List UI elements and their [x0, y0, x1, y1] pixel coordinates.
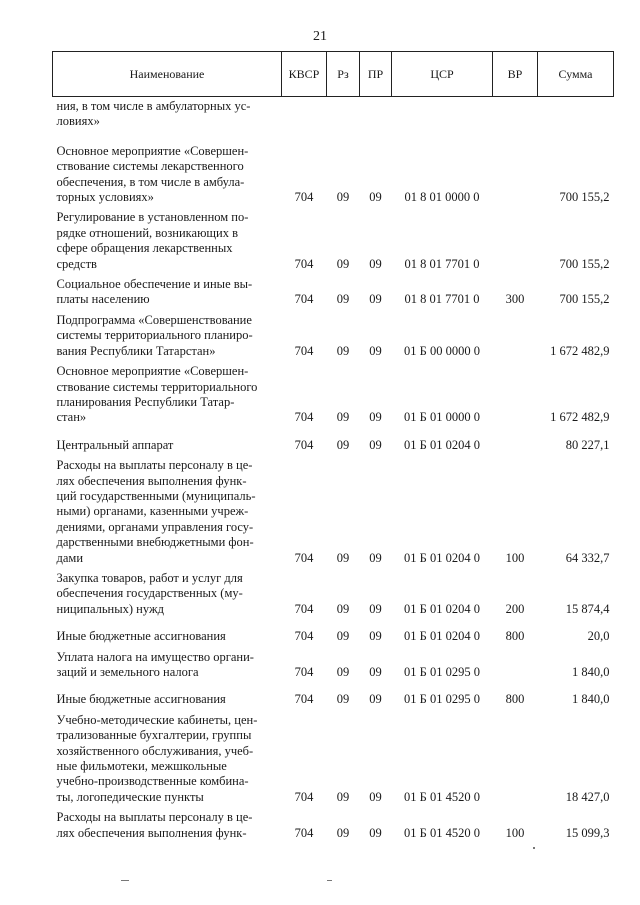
cell-sum: 700 155,2	[559, 190, 610, 205]
header-vr: ВР	[493, 52, 538, 97]
scan-dot	[533, 847, 535, 849]
cell-csr: 01 Б 01 0000 0	[404, 410, 480, 425]
row-name-line: рядке отношений, возникающих в	[56, 225, 239, 240]
table-row	[53, 645, 614, 681]
table-header-row	[53, 52, 614, 97]
row-name	[53, 205, 282, 272]
table-row	[53, 566, 614, 617]
cell-csr: 01 Б 01 4520 0	[404, 825, 480, 840]
row-name-line: ными) органами, казенными учреж-	[56, 504, 249, 519]
cell-sum: 700 155,2	[559, 256, 610, 271]
row-name-line: Основное мероприятие «Совершен-	[56, 143, 249, 158]
row-name-line: ниципальных) нужд	[56, 601, 164, 616]
cell-csr: 01 8 01 7701 0	[404, 292, 480, 307]
scan-dash	[121, 880, 129, 881]
cell-rz: 09	[336, 825, 350, 840]
table-row	[53, 453, 614, 566]
cell-pr: 09	[369, 550, 382, 565]
row-name	[53, 617, 282, 644]
cell-kvsr: 704	[294, 692, 314, 707]
row-name	[53, 97, 282, 130]
cell-kvsr	[282, 97, 327, 130]
row-name	[53, 453, 282, 566]
cell-pr: 09	[369, 410, 382, 425]
cell-vr	[493, 708, 538, 805]
row-name-line: дарственными внебюджетными фон-	[56, 535, 254, 550]
cell-pr: 09	[369, 665, 382, 679]
cell-sum: 18 427,0	[565, 789, 610, 804]
header-csr: ЦСР	[392, 52, 493, 97]
row-name-line: обеспечения государственных (му-	[56, 586, 243, 601]
header-pr: ПР	[360, 52, 392, 97]
cell-vr	[493, 130, 538, 206]
page-number: 21	[313, 29, 327, 44]
row-name-line: Иные бюджетные ассигнования	[56, 629, 226, 644]
cell-csr: 01 8 01 0000 0	[404, 190, 480, 205]
cell-pr: 09	[369, 629, 382, 644]
table-row	[53, 426, 614, 453]
cell-pr: 09	[369, 789, 382, 804]
cell-pr: 09	[369, 292, 382, 307]
row-name-line: ния, в том числе в амбулаторных ус-	[56, 99, 251, 113]
table-row	[53, 805, 614, 841]
cell-vr: 800	[505, 692, 525, 707]
cell-sum: 1 840,0	[572, 692, 610, 707]
cell-vr: 800	[505, 629, 525, 644]
row-name	[53, 130, 282, 206]
cell-sum: 15 099,3	[565, 825, 610, 840]
cell-sum: 1 840,0	[572, 665, 610, 679]
cell-sum: 1 672 482,9	[550, 343, 610, 358]
row-name-line: ствование системы лекарственного	[56, 159, 244, 174]
cell-rz: 09	[336, 629, 350, 644]
header-name: Наименование	[53, 52, 282, 97]
row-name-line: системы территориального планиро-	[56, 328, 253, 343]
row-name	[53, 272, 282, 308]
row-name-line: ловиях»	[56, 114, 100, 129]
cell-csr: 01 Б 01 0204 0	[404, 550, 480, 565]
cell-pr	[360, 97, 392, 130]
header-rz: Рз	[327, 52, 360, 97]
cell-kvsr: 704	[294, 629, 314, 644]
cell-sum: 64 332,7	[565, 550, 610, 565]
cell-pr: 09	[369, 256, 382, 271]
row-name	[53, 805, 282, 841]
row-name-line: Иные бюджетные ассигнования	[56, 692, 226, 707]
cell-pr: 09	[369, 437, 382, 452]
cell-rz: 09	[336, 601, 350, 616]
row-name-line: Регулирование в установленном по-	[56, 210, 249, 225]
cell-rz	[327, 97, 360, 130]
row-name-line: ты, логопедические пункты	[56, 789, 204, 804]
table-row	[53, 205, 614, 272]
row-name-line: Расходы на выплаты персоналу в це-	[56, 458, 253, 473]
cell-rz: 09	[336, 292, 350, 307]
cell-vr: 100	[505, 550, 525, 565]
cell-pr: 09	[369, 825, 382, 840]
table-row	[53, 359, 614, 426]
cell-csr	[392, 97, 493, 130]
row-name-line: сфере обращения лекарственных	[56, 241, 233, 256]
row-name-line: ные фильмотеки, межшкольные	[56, 759, 227, 774]
row-name-line: ций государственными (муниципаль-	[56, 488, 256, 503]
cell-vr	[493, 308, 538, 359]
cell-kvsr: 704	[294, 437, 314, 452]
row-name-line: Закупка товаров, работ и услуг для	[56, 570, 243, 585]
cell-kvsr: 704	[294, 410, 314, 425]
cell-csr: 01 Б 01 0204 0	[404, 629, 480, 644]
row-name-line: вания Республики Татарстан»	[56, 343, 216, 358]
row-name-line: лях обеспечения выполнения функ-	[56, 825, 247, 840]
cell-kvsr: 704	[294, 343, 314, 358]
row-name-line: Подпрограмма «Совершенствование	[56, 312, 252, 327]
cell-kvsr: 704	[294, 256, 314, 271]
cell-pr: 09	[369, 692, 382, 707]
row-name-line: Социальное обеспечение и иные вы-	[56, 277, 253, 292]
cell-kvsr: 704	[294, 292, 314, 307]
cell-vr	[493, 426, 538, 453]
row-name-line: дами	[56, 550, 84, 565]
row-name	[53, 680, 282, 707]
cell-sum: 1 672 482,9	[550, 410, 610, 425]
cell-sum: 15 874,4	[565, 601, 610, 616]
cell-sum: 20,0	[587, 629, 610, 644]
row-name	[53, 708, 282, 805]
row-name-line: лях обеспечения выполнения функ-	[56, 473, 247, 488]
cell-vr	[493, 359, 538, 426]
cell-csr: 01 Б 01 0204 0	[404, 601, 480, 616]
cell-sum	[538, 97, 614, 130]
table-row	[53, 97, 614, 130]
table-row	[53, 680, 614, 707]
row-name-line: дениями, органами управления госу-	[56, 519, 254, 534]
cell-rz: 09	[336, 410, 350, 425]
table-row	[53, 130, 614, 206]
cell-vr: 200	[505, 601, 525, 616]
cell-kvsr: 704	[294, 789, 314, 804]
cell-pr: 09	[369, 190, 382, 205]
cell-kvsr: 704	[294, 601, 314, 616]
cell-kvsr: 704	[294, 550, 314, 565]
row-name-line: Центральный аппарат	[56, 437, 174, 452]
table-row	[53, 617, 614, 644]
header-kvsr: КВСР	[282, 52, 327, 97]
cell-csr: 01 Б 00 0000 0	[404, 343, 480, 358]
table-row	[53, 272, 614, 308]
scan-dash	[327, 880, 332, 881]
cell-kvsr: 704	[294, 665, 314, 679]
row-name-line: планирования Республики Татар-	[56, 394, 235, 409]
cell-csr: 01 Б 01 4520 0	[404, 789, 480, 804]
cell-pr: 09	[369, 343, 382, 358]
cell-rz: 09	[336, 665, 350, 679]
row-name-line: Расходы на выплаты персоналу в це-	[56, 810, 253, 825]
row-name-line: Уплата налога на имущество органи-	[56, 649, 254, 664]
cell-rz: 09	[336, 789, 350, 804]
row-name-line: хозяйственного обслуживания, учеб-	[56, 743, 254, 758]
table-row	[53, 308, 614, 359]
cell-vr	[493, 645, 538, 681]
row-name-line: Учебно-методические кабинеты, цен-	[56, 712, 258, 727]
table-row	[53, 708, 614, 805]
row-name-line: учебно-производственные комбина-	[56, 774, 249, 789]
row-name-line: стан»	[56, 410, 87, 425]
cell-csr: 01 Б 01 0204 0	[404, 437, 480, 452]
cell-kvsr: 704	[294, 825, 314, 840]
cell-pr: 09	[369, 601, 382, 616]
cell-vr: 100	[505, 825, 525, 840]
row-name-line: заций и земельного налога	[56, 665, 199, 679]
cell-rz: 09	[336, 343, 350, 358]
cell-rz: 09	[336, 692, 350, 707]
cell-csr: 01 Б 01 0295 0	[404, 665, 480, 679]
row-name-line: обеспечения, в том числе в амбула-	[56, 174, 245, 189]
table-body	[53, 97, 614, 842]
header-sum: Сумма	[538, 52, 614, 97]
cell-rz: 09	[336, 550, 350, 565]
row-name	[53, 426, 282, 453]
row-name-line: ствование системы территориального	[56, 379, 258, 394]
cell-rz: 09	[336, 437, 350, 452]
cell-rz: 09	[336, 190, 350, 205]
row-name	[53, 566, 282, 617]
cell-kvsr: 704	[294, 190, 314, 205]
row-name	[53, 359, 282, 426]
budget-table	[52, 51, 614, 841]
cell-rz: 09	[336, 256, 350, 271]
cell-csr: 01 8 01 7701 0	[404, 256, 480, 271]
cell-csr: 01 Б 01 0295 0	[404, 692, 480, 707]
row-name-line: Основное мероприятие «Совершен-	[56, 364, 249, 379]
row-name-line: платы населению	[56, 292, 150, 307]
row-name-line: трализованные бухгалтерии, группы	[56, 728, 252, 743]
row-name-line: средств	[56, 256, 97, 271]
row-name	[53, 645, 282, 681]
cell-vr: 300	[505, 292, 525, 307]
cell-sum: 80 227,1	[565, 437, 610, 452]
cell-sum: 700 155,2	[559, 292, 610, 307]
cell-vr	[493, 205, 538, 272]
cell-vr	[493, 97, 538, 130]
row-name	[53, 308, 282, 359]
row-name-line: торных условиях»	[56, 190, 154, 205]
